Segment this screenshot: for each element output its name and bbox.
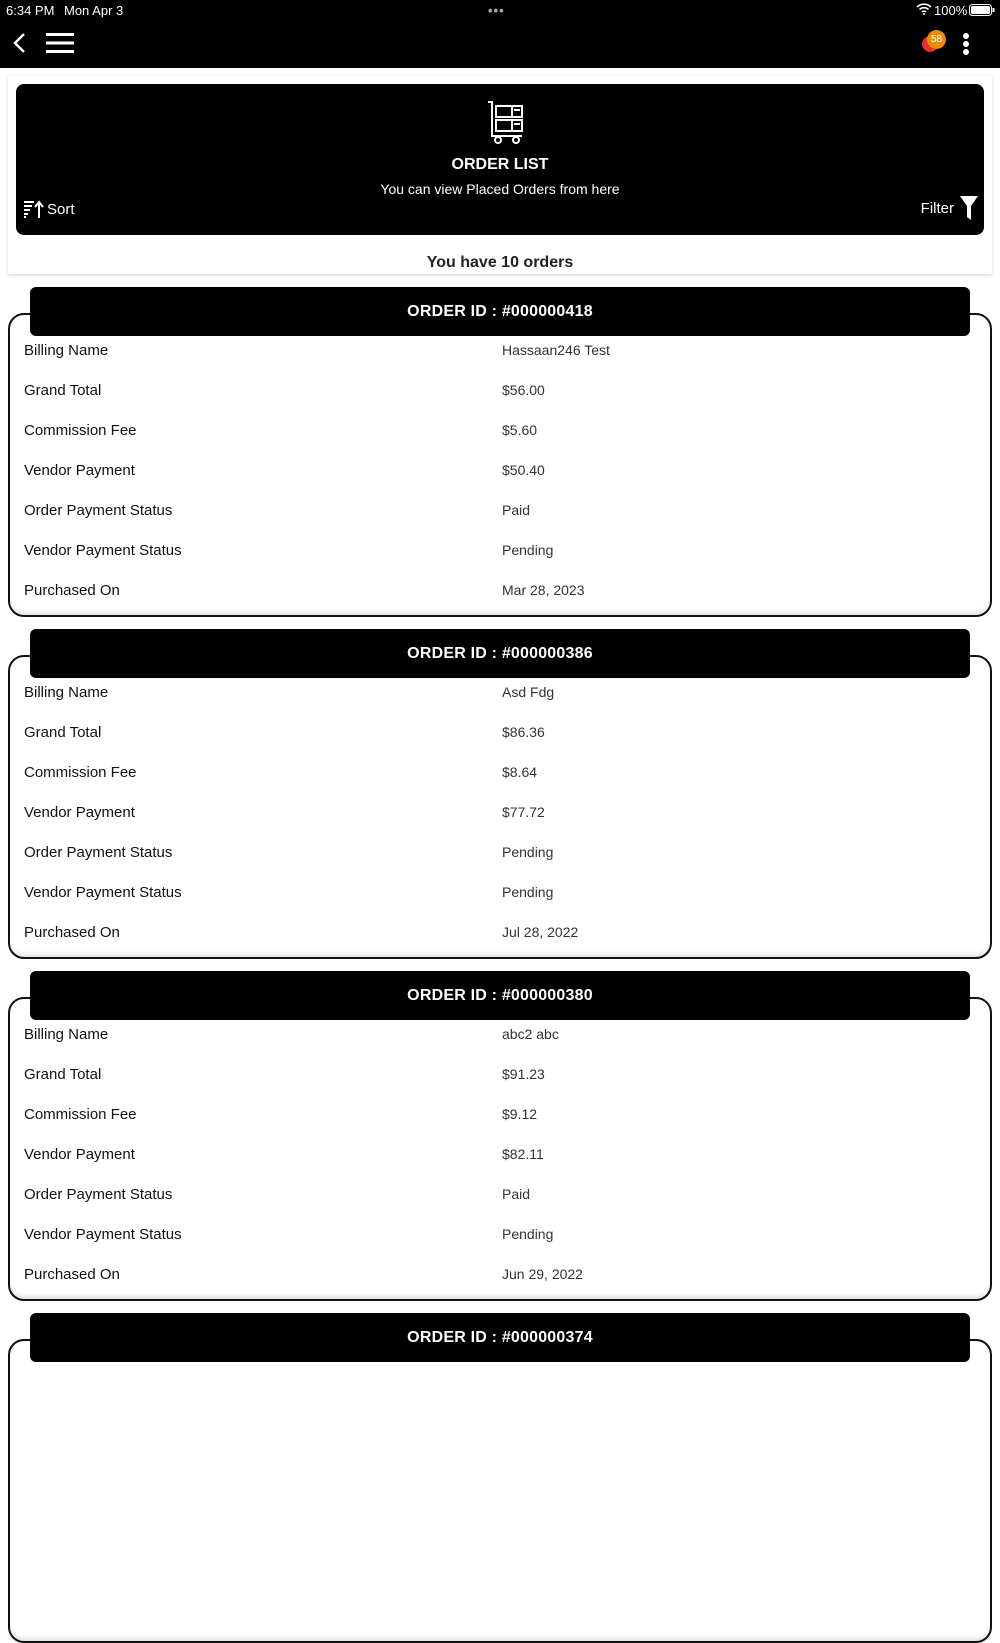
order-id-header: ORDER ID : #000000374 (30, 1313, 970, 1362)
detail-label: Vendor Payment (24, 461, 135, 479)
order-detail-row (24, 792, 974, 832)
order-detail-row (24, 832, 974, 872)
order-detail-row (24, 712, 974, 752)
order-id-header: ORDER ID : #000000418 (30, 287, 970, 336)
filter-button[interactable] (921, 196, 978, 220)
filter-label: Filter (920, 199, 954, 217)
detail-value: $8.64 (502, 764, 538, 780)
top-bar (0, 0, 1000, 68)
detail-value: Pending (502, 844, 554, 860)
detail-label: Billing Name (24, 1025, 109, 1043)
detail-value: $77.72 (502, 804, 545, 820)
order-detail-row (24, 872, 974, 912)
detail-label: Vendor Payment (24, 1145, 135, 1163)
detail-label: Vendor Payment (24, 803, 135, 821)
detail-value: Paid (502, 502, 531, 518)
sort-button[interactable] (24, 200, 75, 218)
order-card[interactable] (0, 629, 1000, 959)
detail-label: Vendor Payment Status (24, 541, 182, 559)
page-subtitle: You can view Placed Orders from here (380, 181, 620, 197)
detail-label: Purchased On (24, 1265, 120, 1283)
detail-value: $86.36 (502, 724, 545, 740)
order-detail-row (24, 1254, 974, 1294)
detail-label: Commission Fee (24, 763, 137, 781)
detail-label: Order Payment Status (24, 1185, 173, 1203)
detail-value: Jul 28, 2022 (502, 924, 579, 940)
order-id-header: ORDER ID : #000000386 (30, 629, 970, 678)
order-card[interactable] (0, 971, 1000, 1301)
detail-label: Commission Fee (24, 421, 137, 439)
detail-value: Mar 28, 2023 (502, 582, 585, 598)
status-date: Mon Apr 3 (64, 3, 124, 18)
more-options-button[interactable] (962, 33, 970, 60)
order-detail-row (24, 1134, 974, 1174)
detail-value: $50.40 (502, 462, 545, 478)
order-detail-row (24, 752, 974, 792)
detail-value: Hassaan246 Test (502, 342, 610, 358)
detail-label: Billing Name (24, 683, 109, 701)
detail-value: Jun 29, 2022 (502, 1266, 583, 1282)
cart-icon (486, 100, 530, 149)
detail-label: Order Payment Status (24, 843, 173, 861)
detail-value: $91.23 (502, 1066, 545, 1082)
battery-percent: 100% (934, 3, 968, 18)
order-detail-row (24, 1094, 974, 1134)
detail-value: $56.00 (502, 382, 545, 398)
multitask-dots-icon[interactable]: ••• (488, 3, 505, 18)
detail-value: abc2 abc (502, 1026, 559, 1042)
status-time: 6:34 PM (6, 3, 55, 18)
order-detail-row (24, 1014, 974, 1054)
order-detail-row (24, 1174, 974, 1214)
order-detail-row (24, 570, 974, 610)
detail-label: Grand Total (24, 1065, 102, 1083)
detail-label: Vendor Payment Status (24, 883, 182, 901)
detail-label: Purchased On (24, 581, 120, 599)
order-card-body (8, 1339, 992, 1643)
detail-value: Pending (502, 1226, 554, 1242)
detail-value: Pending (502, 542, 554, 558)
filter-icon (960, 196, 978, 220)
wifi-icon (916, 3, 932, 18)
detail-value: $9.12 (502, 1106, 538, 1122)
order-detail-row (24, 672, 974, 712)
order-detail-row (24, 450, 974, 490)
detail-label: Commission Fee (24, 1105, 137, 1123)
order-id-header: ORDER ID : #000000380 (30, 971, 970, 1020)
order-detail-row (24, 490, 974, 530)
order-card[interactable] (0, 1313, 1000, 1643)
detail-value: $82.11 (502, 1146, 544, 1162)
back-button[interactable] (12, 32, 26, 59)
order-detail-row (24, 330, 974, 370)
detail-value: $5.60 (502, 422, 538, 438)
sort-icon (24, 200, 44, 218)
detail-value: Pending (502, 884, 554, 900)
detail-label: Vendor Payment Status (24, 1225, 182, 1243)
battery-icon (969, 4, 995, 19)
order-count: You have 10 orders (426, 254, 574, 271)
detail-value: Asd Fdg (502, 684, 555, 700)
notification-badge: 58 (927, 30, 946, 49)
order-detail-row (24, 370, 974, 410)
detail-label: Purchased On (24, 923, 120, 941)
menu-button[interactable] (46, 33, 74, 58)
order-detail-row (24, 410, 974, 450)
order-detail-row (24, 912, 974, 952)
order-detail-row (24, 1054, 974, 1094)
detail-label: Grand Total (24, 723, 102, 741)
order-card[interactable] (0, 287, 1000, 617)
order-list-banner (16, 84, 984, 235)
order-list-header-card (8, 76, 992, 274)
order-detail-row (24, 530, 974, 570)
page-title: ORDER LIST (451, 156, 549, 173)
detail-label: Order Payment Status (24, 501, 173, 519)
sort-label: Sort (47, 200, 75, 218)
detail-value: Paid (502, 1186, 531, 1202)
detail-label: Billing Name (24, 341, 109, 359)
detail-label: Grand Total (24, 381, 102, 399)
order-detail-row (24, 1214, 974, 1254)
notifications-button[interactable] (922, 30, 948, 54)
